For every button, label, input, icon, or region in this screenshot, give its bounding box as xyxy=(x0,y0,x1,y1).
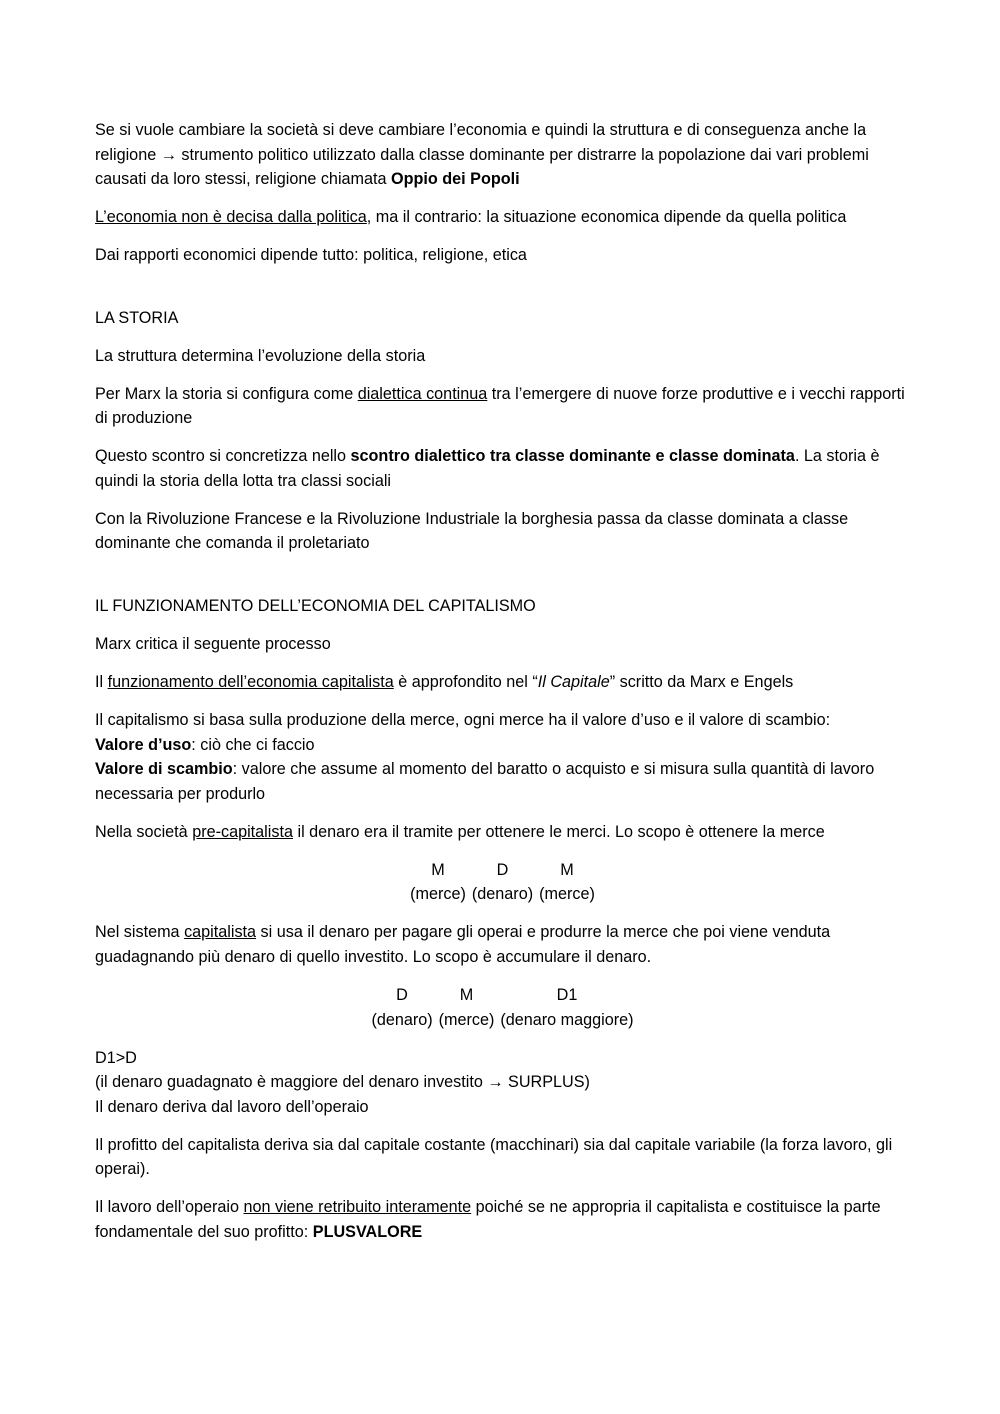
formula-label: (denaro) xyxy=(471,885,534,904)
formula-symbol: M xyxy=(431,860,445,879)
formula-dmd1 xyxy=(95,983,910,1032)
formula-label: (merce) xyxy=(539,885,595,904)
arrow-icon: → xyxy=(487,1073,504,1092)
intro-paragraph-economia: L’economia non è decisa dalla politica, ma il contrario: la situazione economica dipende da quella politica xyxy=(95,208,847,227)
capitalismo-paragraph-surplus: D1>D (il denaro guadagnato è maggiore del denaro investito → SURPLUS) Il denaro deriva dal lavoro dell’operaio xyxy=(95,1048,590,1116)
formula-mdm xyxy=(95,858,910,907)
arrow-icon: → xyxy=(160,145,177,164)
formula-symbol: D xyxy=(396,985,408,1004)
storia-paragraph-4: Con la Rivoluzione Francese e la Rivoluzione Industriale la borghesia passa da classe dominata a classe dominante che comanda il proletariato xyxy=(95,509,849,553)
formula-symbol: M xyxy=(459,985,474,1004)
storia-paragraph-1: La struttura determina l’evoluzione della storia xyxy=(95,346,426,365)
formula-symbol: M xyxy=(560,860,574,879)
heading-storia: LA STORIA xyxy=(95,308,179,327)
intro-paragraph-religione: Se si vuole cambiare la società si deve cambiare l’economia e quindi la struttura e di conseguenza anche la religione → strumento politico utilizzato dalla classe dominante per distrarre la popolazione dai vari problemi causati da loro stessi, religione chiamata Oppio dei Popoli xyxy=(95,121,869,189)
formula-symbol: D xyxy=(496,860,509,879)
capitalismo-paragraph-2: Il funzionamento dell’economia capitalista è approfondito nel “Il Capitale” scritto da Marx e Engels xyxy=(95,673,794,692)
capitalismo-paragraph-profitto: Il profitto del capitalista deriva sia dal capitale costante (macchinari) sia dal capitale variabile (la forza lavoro, gli operai). xyxy=(95,1135,893,1179)
storia-paragraph-2: Per Marx la storia si configura come dialettica continua tra l’emergere di nuove forze produttive e i vecchi rapporti di produzione xyxy=(95,384,905,428)
formula-label: (merce) xyxy=(410,885,466,904)
formula-label: (denaro) xyxy=(371,1010,433,1029)
oppio-term: Oppio dei Popoli xyxy=(391,170,520,189)
capitalismo-paragraph-valori: Il capitalismo si basa sulla produzione della merce, ogni merce ha il valore d’uso e il valore di scambio: Valore d’uso: ciò che ci faccio Valore di scambio: valore che assume al momento del baratto o acquisto e si misura sulla quantità di lavoro necessaria per produrlo xyxy=(95,711,875,803)
intro-paragraph-rapporti: Dai rapporti economici dipende tutto: politica, religione, etica xyxy=(95,246,527,265)
document-page xyxy=(95,118,910,1258)
capitalismo-paragraph-precapitalista: Nella società pre-capitalista il denaro era il tramite per ottenere le merci. Lo scopo è ottenere la merce xyxy=(95,822,825,841)
capitalismo-paragraph-capitalista: Nel sistema capitalista si usa il denaro per pagare gli operai e produrre la merce che poi viene venduta guadagnando più denaro di quello investito. Lo scopo è accumulare il denaro. xyxy=(95,923,831,966)
formula-symbol: D1 xyxy=(556,985,578,1004)
heading-capitalismo: IL FUNZIONAMENTO DELL’ECONOMIA DEL CAPITALISMO xyxy=(95,597,536,616)
capitalismo-paragraph-plusvalore: Il lavoro dell’operaio non viene retribuito interamente poiché se ne appropria il capitalista e costituisce la parte fondamentale del suo profitto: PLUSVALORE xyxy=(95,1198,881,1241)
capitalismo-paragraph-1: Marx critica il seguente processo xyxy=(95,635,331,654)
storia-paragraph-3: Questo scontro si concretizza nello scontro dialettico tra classe dominante e classe dominata. La storia è quindi la storia della lotta tra classi sociali xyxy=(95,447,880,490)
formula-label: (denaro maggiore) xyxy=(500,1010,634,1029)
formula-label: (merce) xyxy=(438,1010,495,1029)
